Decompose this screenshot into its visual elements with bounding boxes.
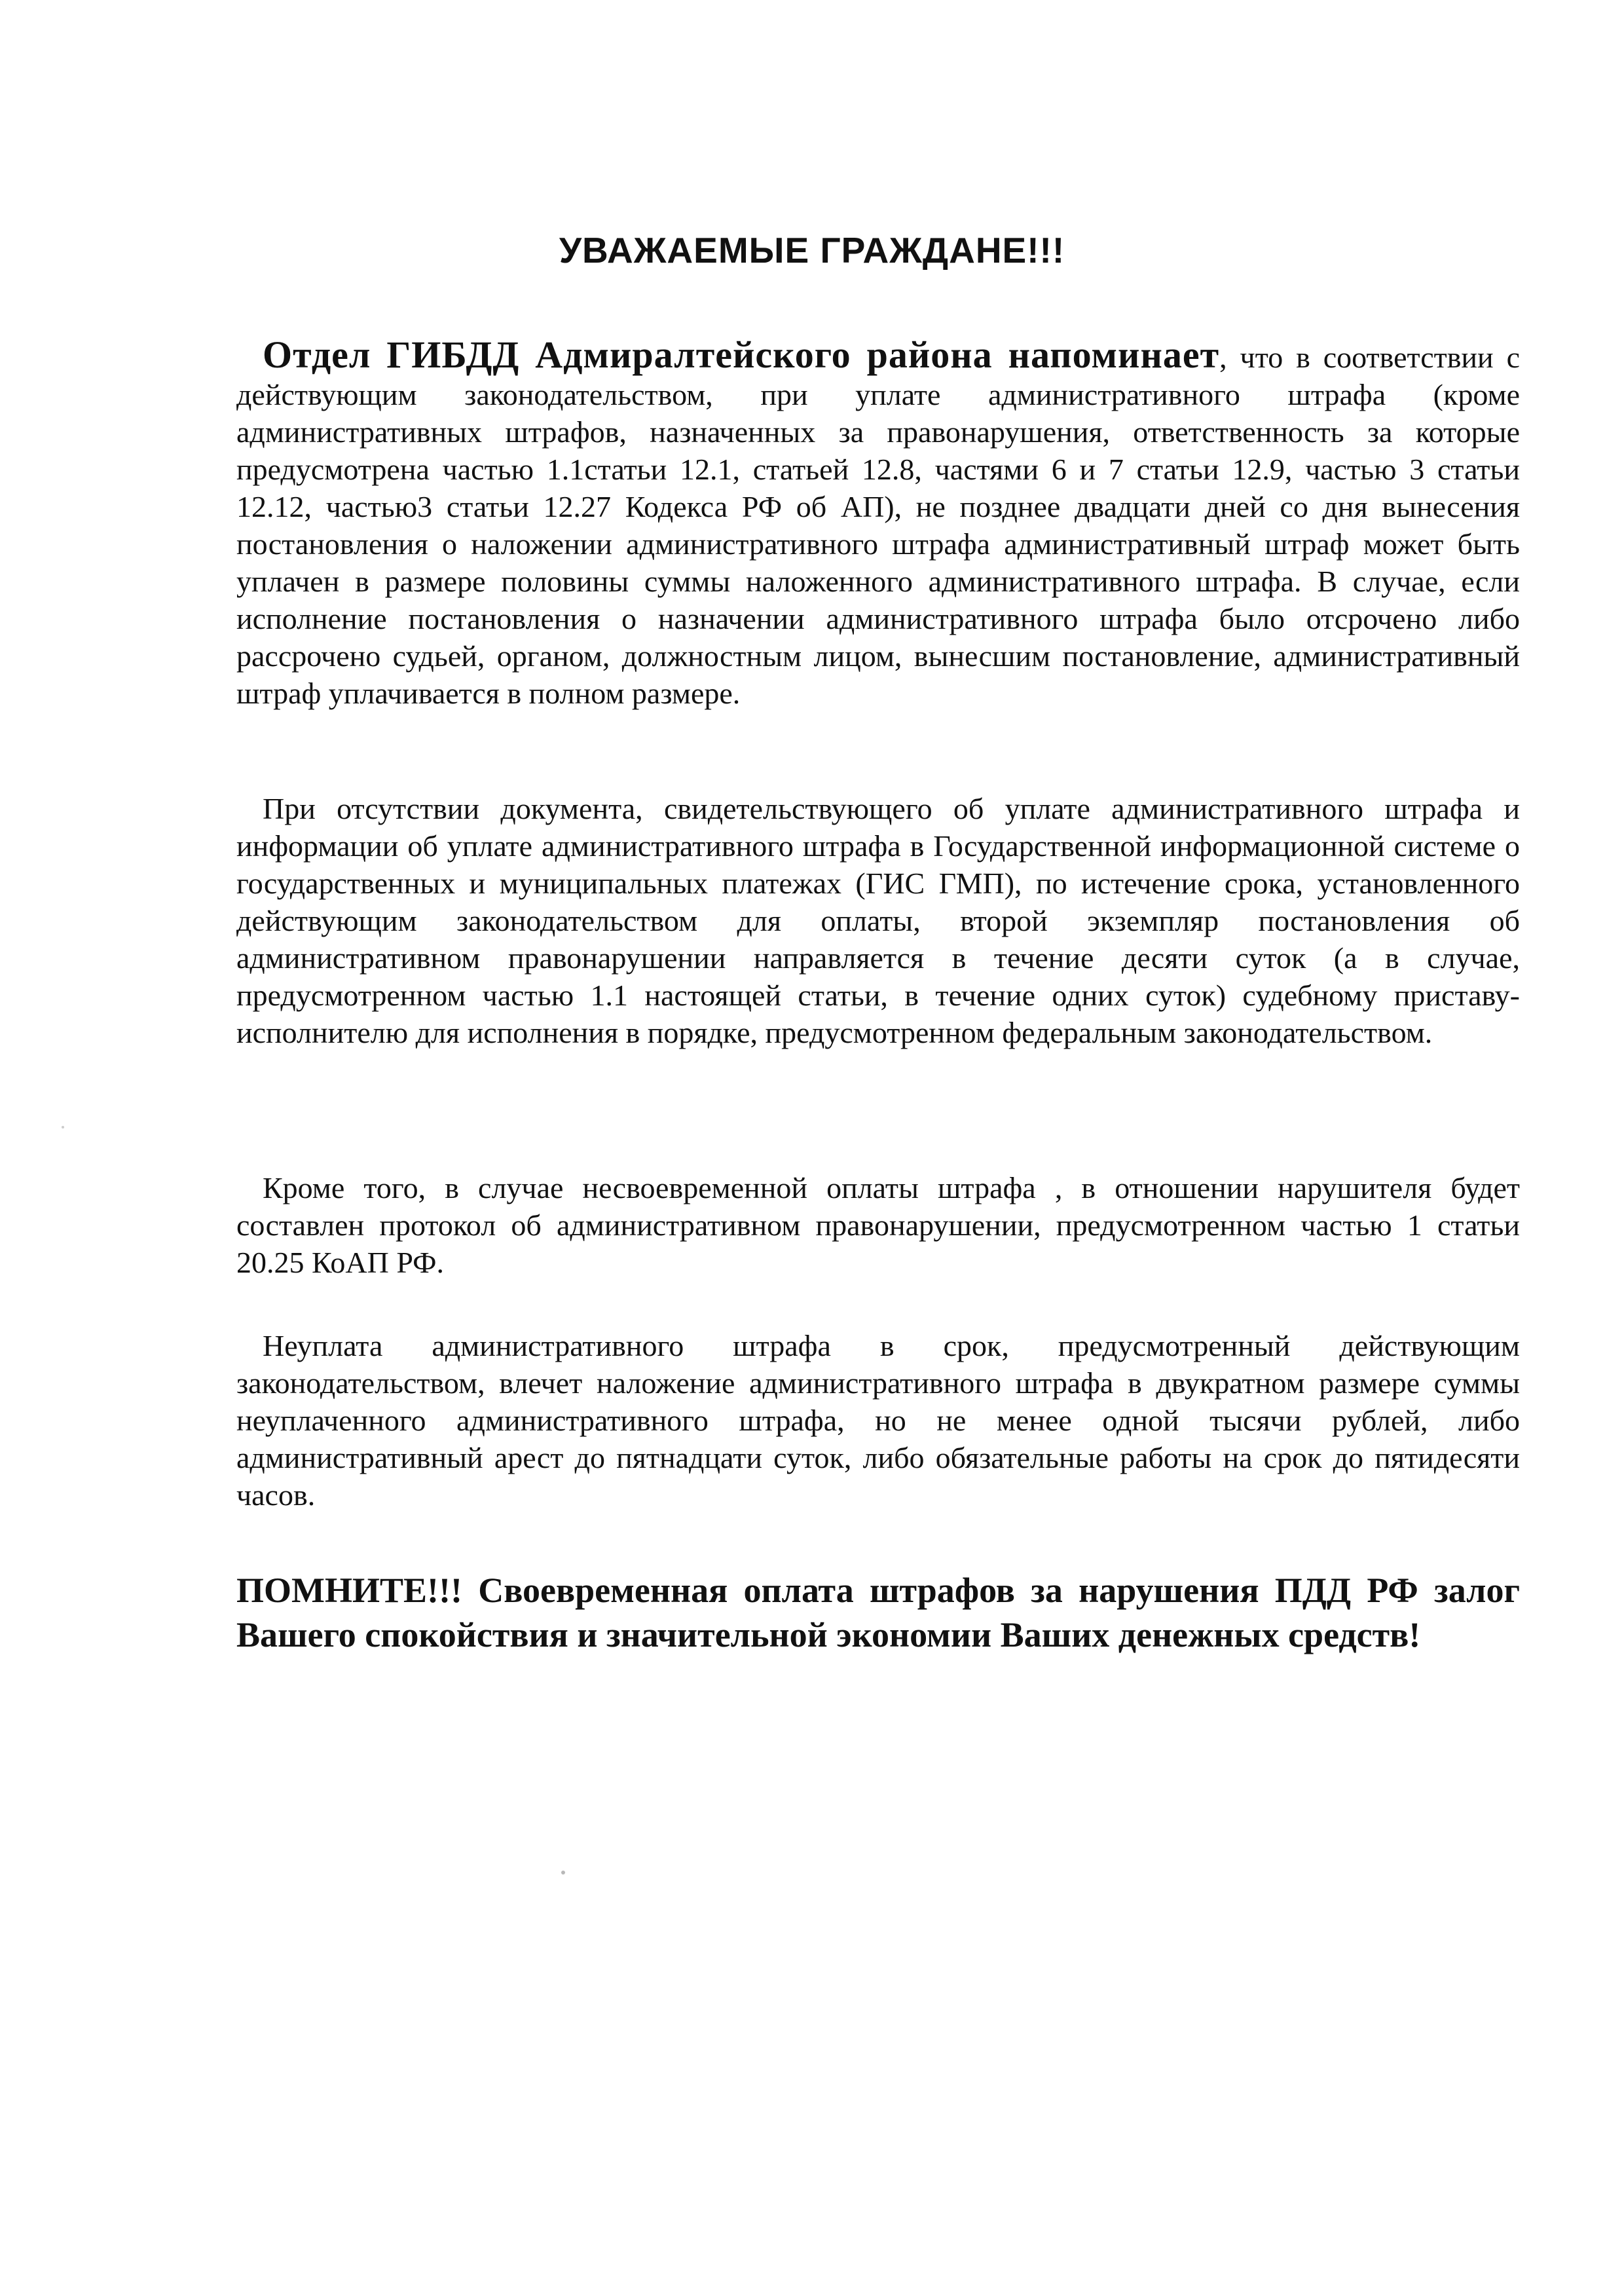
- page-title: УВАЖАЕМЫЕ ГРАЖДАНЕ!!!: [559, 230, 1065, 271]
- paragraph-reminder-text: , что в соответствии с действующим законодательством, при уплате административного штрафа (кроме административных штрафов, назначенных за правонарушения, ответственность за которые предусмотрена частью 1.1статьи 12.1, статьей 12.8, частями 6 и 7 статьи 12.9, частью 3 статьи 12.12, частью3 статьи 12.27 Кодекса РФ об АП), не позднее двадцати дней со дня вынесения постановления о наложении административного штрафа административный штраф может быть уплачен в размере половины суммы наложенного административного штрафа. В случае, если исполнение постановления о назначении административного штрафа было отсрочено либо рассрочено судьей, органом, должностным лицом, вынесшим постановление, административный штраф уплачивается в полном размере.: [236, 341, 1520, 710]
- scan-speck: [561, 1871, 565, 1875]
- paragraph-remember: ПОМНИТЕ!!! Своевременная оплата штрафов за нарушения ПДД РФ залог Вашего спокойствия и значительной экономии Ваших денежных средств!: [236, 1571, 1520, 1654]
- paragraph-protocol: Кроме того, в случае несвоевременной оплаты штрафа , в отношении нарушителя будет составлен протокол об административном правонарушении, предусмотренном частью 1 статьи 20.25 КоАП РФ.: [236, 1171, 1520, 1279]
- scan-speck: [62, 1126, 64, 1129]
- paragraph-reminder: [236, 333, 1520, 712]
- paragraph-penalty: Неуплата административного штрафа в срок, предусмотренный действующим законодательством, влечет наложение административного штрафа в двукратном размере суммы неуплаченного административного штрафа, но не менее одной тысячи рублей, либо административный арест до пятнадцати суток, либо обязательные работы на срок до пятидесяти часов.: [236, 1329, 1520, 1512]
- paragraph-lead: Отдел ГИБДД Адмиралтейского района напоминает: [263, 333, 1220, 376]
- paragraph-enforcement: При отсутствии документа, свидетельствующего об уплате административного штрафа и информации об уплате административного штрафа в Государственной информационной системе о государственных и муниципальных платежах (ГИС ГМП), по истечение срока, установленного действующим законодательством для оплаты, второй экземпляр постановления об административном правонарушении направляется в течение десяти суток (а в случае, предусмотренном частью 1.1 настоящей статьи, в течение одних суток) судебному приставу-исполнителю для исполнения в порядке, предусмотренном федеральным законодательством.: [236, 792, 1520, 1049]
